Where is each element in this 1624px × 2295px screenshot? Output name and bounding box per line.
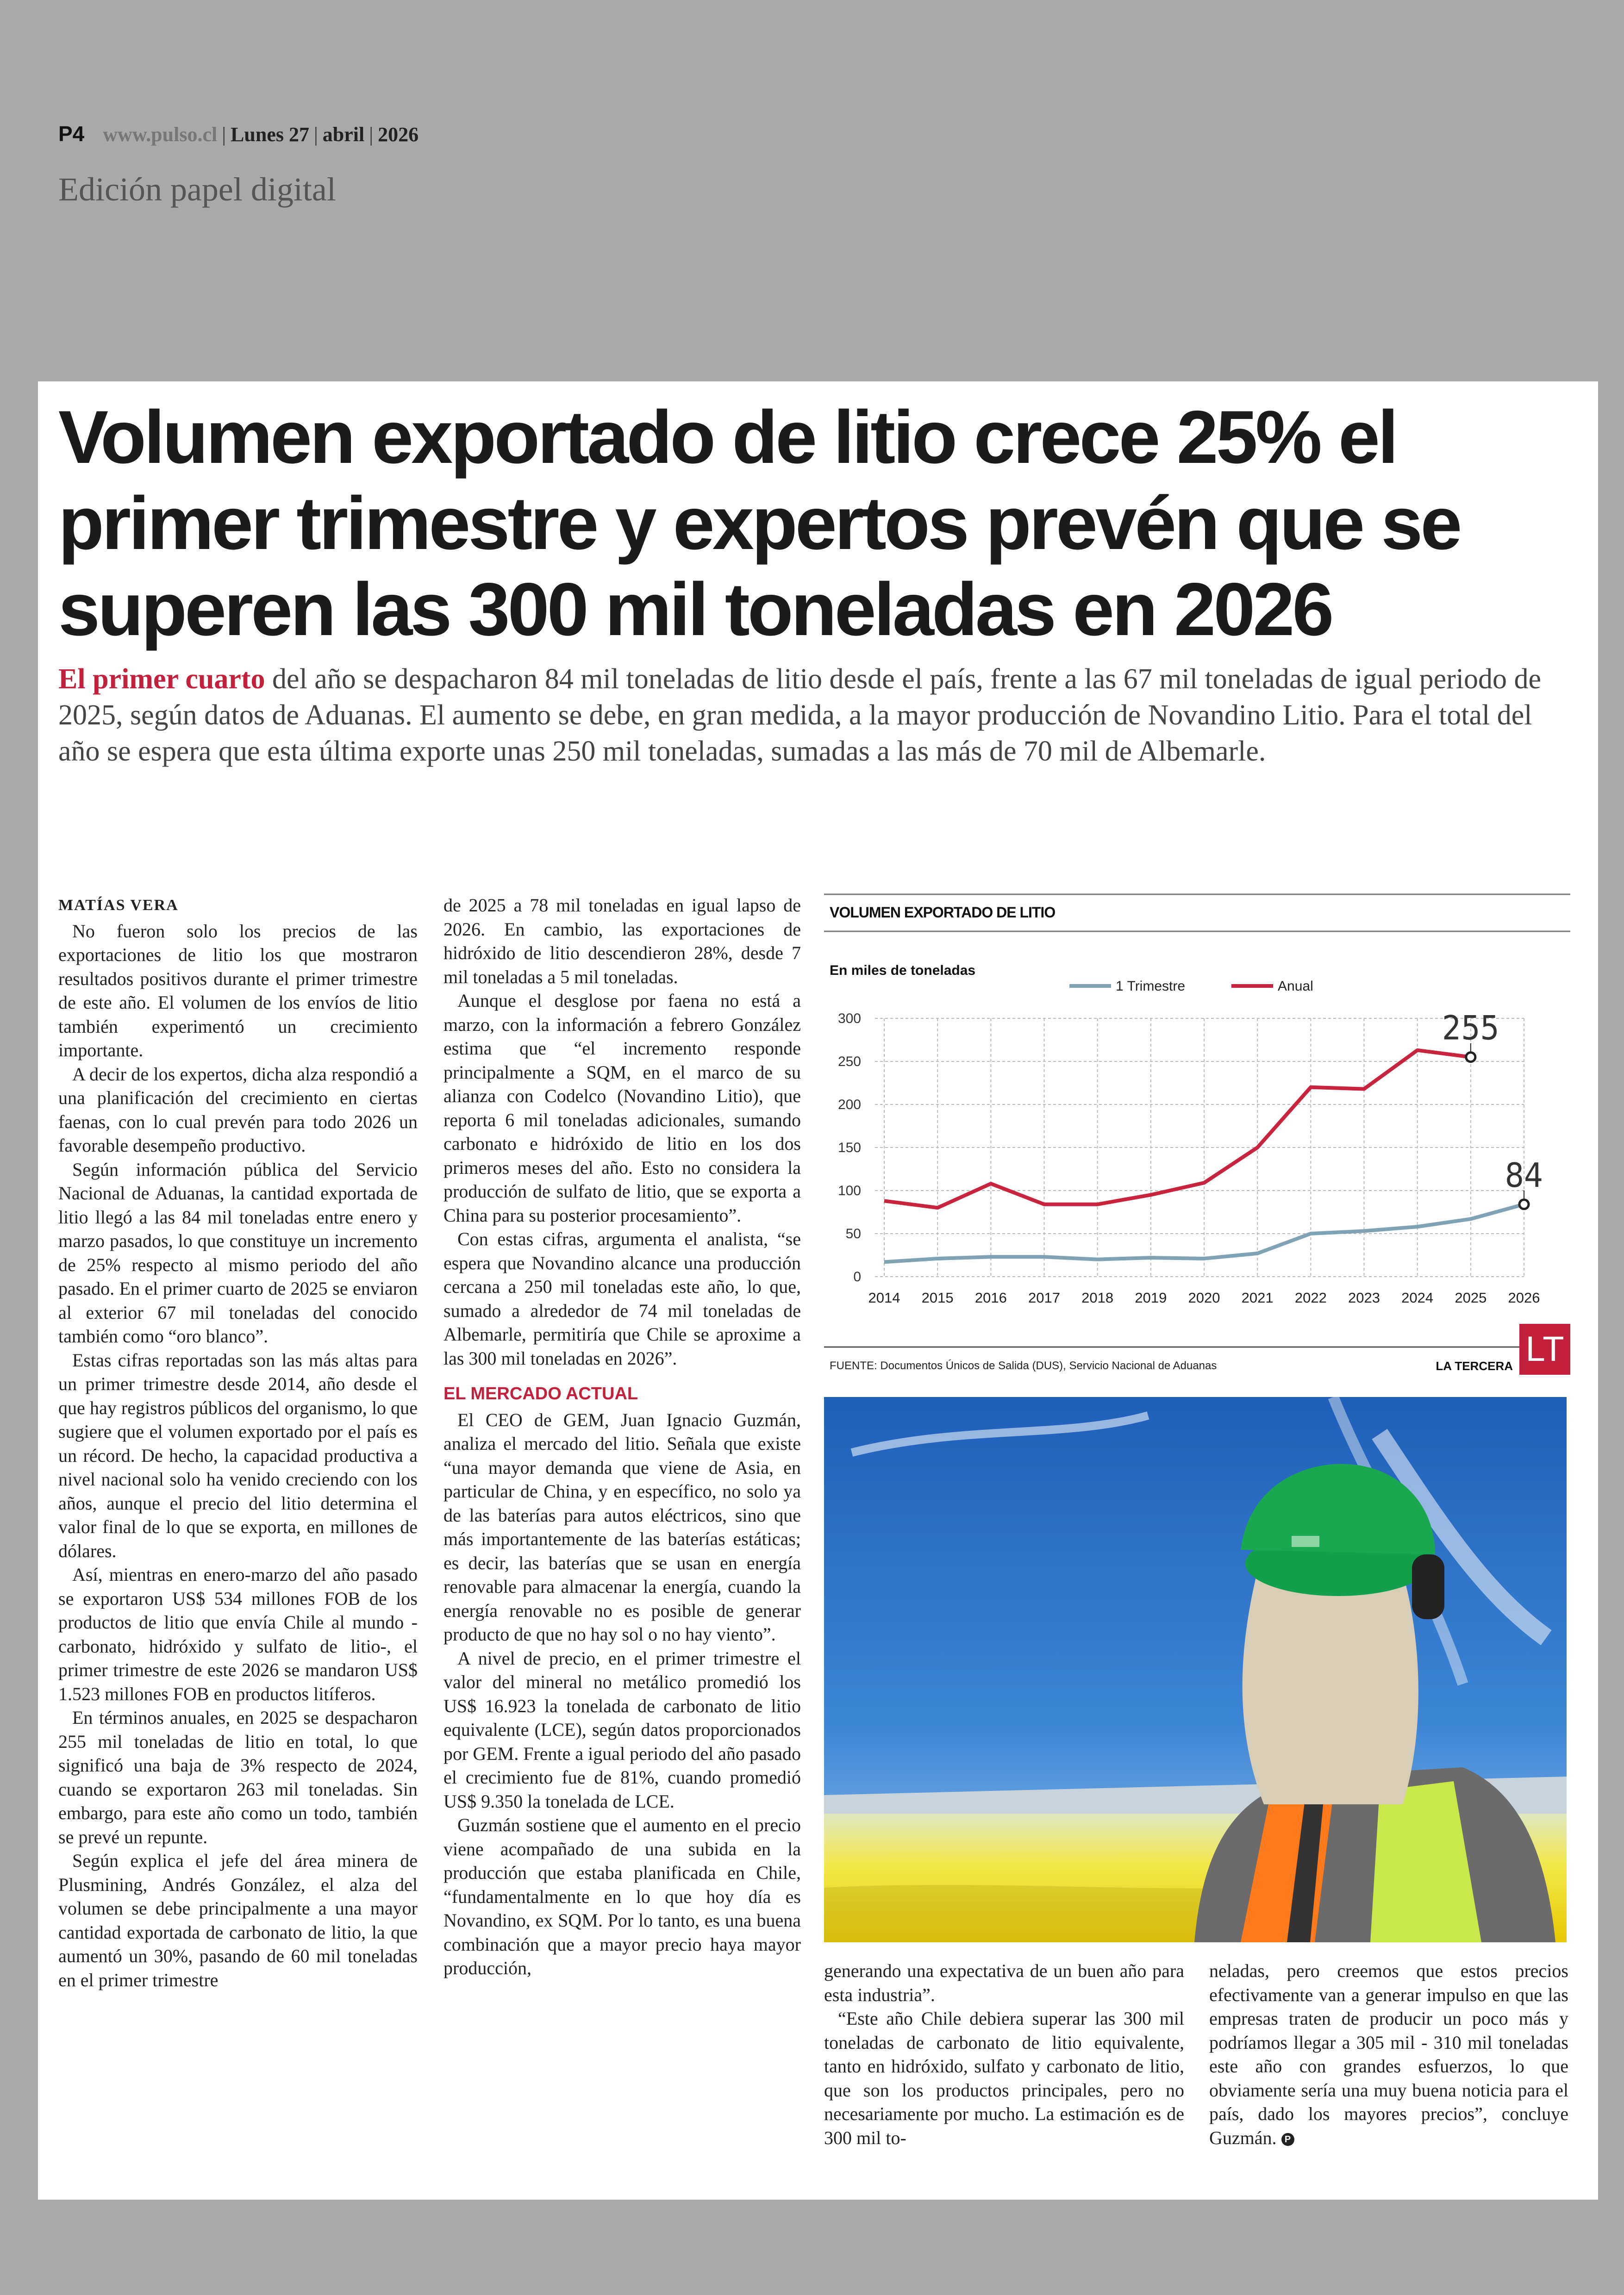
date-year: 2026 — [378, 123, 419, 146]
paragraph: A nivel de precio, en el primer trimestre el valor del mineral no metálico promedió los US$ 16.923 la tonelada de carbonato de litio equivalente (LCE), según datos proporcionados por GEM. Frente a igual periodo del año pasado el crecimiento fue de 81%, cuando promedió US$ 9.350 la tonelada de LCE. — [443, 1647, 801, 1812]
x-tick-label: 2017 — [1028, 1290, 1060, 1306]
paragraph: El CEO de GEM, Juan Ignacio Guzmán, analiza el mercado del litio. Señala que existe “una mayor demanda que viene de Asia, en particular de China, y en específico, no solo ya de las baterías para autos eléctricos, sino que más importantemente de las baterías estáticas; es decir, las baterías que se usan en energía renovable para almacenar la energía, cuando la energía renovable no es posible de generar producto de que no hay sol o no hay viento”. — [443, 1409, 801, 1645]
article-column-1 — [58, 893, 418, 1992]
y-tick-label: 0 — [853, 1269, 861, 1285]
deck-text: del año se despacharon 84 mil toneladas de litio desde el país, frente a las 67 mil toneladas de igual periodo de 2025, según datos de Aduanas. El aumento se debe, en gran medida, a la mayor producción de Novandino Litio. Para el total del año se espera que esta última exporte unas 250 mil toneladas, sumadas a las más de 70 mil de Albemarle. — [58, 663, 1541, 767]
article-column-3 — [824, 1959, 1184, 2150]
y-tick-label: 200 — [837, 1097, 861, 1112]
deck-lead: El primer cuarto — [58, 663, 265, 695]
worker-photo — [824, 1397, 1567, 1942]
paragraph: “Este año Chile debiera superar las 300 mil toneladas de carbonato de litio equivalente, tanto en hidróxido, sulfato y carbonato de litio, que son los productos principales, pero no necesariamente por mucho. La estimación es de 300 mil to- — [824, 2008, 1184, 2148]
x-tick-label: 2024 — [1401, 1290, 1434, 1306]
series-line-anual — [884, 1050, 1471, 1208]
paragraph: Según información pública del Servicio Nacional de Aduanas, la cantidad exportada de litio llegó a las 84 mil toneladas entre enero y marzo pasados, lo que constituye un incremento de 25% respecto al mismo periodo del año pasado. En el primer cuarto de 2025 se enviaron al exterior 67 mil toneladas del conocido también como “oro blanco”. — [58, 1159, 418, 1347]
paragraph: de 2025 a 78 mil toneladas en igual lapso de 2026. En cambio, las exportaciones de hidróxido de litio descendieron 28%, desde 7 mil toneladas a 5 mil toneladas. — [443, 895, 801, 987]
annotation-label: 84 — [1505, 1155, 1543, 1195]
page-number: P4 — [58, 122, 85, 146]
x-tick-label: 2016 — [974, 1290, 1007, 1306]
legend-label-trimestre: 1 Trimestre — [1116, 979, 1186, 994]
paragraph: Con estas cifras, argumenta el analista, “se espera que Novandino alcance una producción cercana a 250 mil toneladas este año, lo que, sumado a alrededor de 74 mil toneladas de Albemarle, permitiría que Chile se aproxime a las 300 mil toneladas en 2026”. — [443, 1229, 801, 1369]
x-tick-label: 2025 — [1455, 1290, 1487, 1306]
x-tick-label: 2021 — [1241, 1290, 1274, 1306]
paragraph: A decir de los expertos, dicha alza respondió a una planificación del crecimiento en ciertas faenas, con lo cual prevén para todo 2026 un favorable desempeño productivo. — [58, 1063, 418, 1156]
article-column-4 — [1209, 1959, 1568, 2150]
annotation-label: 255 — [1442, 1008, 1499, 1048]
section-subhead: EL MERCADO ACTUAL — [443, 1384, 638, 1403]
chart-credit: LA TERCERA — [1436, 1359, 1513, 1373]
lt-logo-text: LT — [1525, 1329, 1564, 1369]
paragraph: No fueron solo los precios de las exportaciones de litio los que mostraron resultados positivos durante el primer trimestre de este año. El volumen de los envíos de litio también experimentó un crecimiento importante. — [58, 920, 418, 1060]
date-month: abril — [322, 123, 365, 146]
y-tick-label: 300 — [837, 1011, 861, 1026]
chart-source: FUENTE: Documentos Únicos de Salida (DUS), Servicio Nacional de Aduanas — [830, 1360, 1217, 1372]
paragraph: neladas, pero creemos que estos precios efectivamente van a generar impulso en que las empresas traten de producir un poco más y podríamos llegar a 305 mil - 310 mil toneladas este año con grandes esfuerzos, lo que obviamente sería una muy buena noticia para el país, dado los mayores precios”, concluye Guzmán. — [1209, 1960, 1568, 2148]
x-tick-label: 2019 — [1135, 1290, 1167, 1306]
paragraph: Estas cifras reportadas son las más altas para un primer trimestre desde 2014, año desde el que hay registros públicos del organismo, lo que sugiere que el volumen exportado por el país es un récord. De hecho, la capacidad productiva a nivel nacional solo ha venido creciendo con los años, aunque el precio del litio determina el valor final de lo que se exporta, en millones de dólares. — [58, 1349, 418, 1561]
legend-label-anual: Anual — [1278, 979, 1313, 994]
paragraph: Guzmán sostiene que el aumento en el precio viene acompañado de una subida en la producción que estaba planificada en Chile, “fundamentalmente en lo que hoy día es Novandino, ex SQM. Por lo tanto, es una buena combinación que a mayor precio haya mayor producción, — [443, 1815, 801, 1978]
annotation-point — [1466, 1053, 1475, 1062]
website[interactable]: www.pulso.cl — [103, 123, 218, 146]
deck — [58, 661, 1577, 769]
y-tick-label: 100 — [837, 1183, 861, 1198]
date-day: Lunes 27 — [231, 123, 309, 146]
y-tick-label: 150 — [837, 1140, 861, 1155]
y-tick-label: 50 — [845, 1226, 861, 1241]
headline: Volumen exportado de litio crece 25% el primer trimestre y expertos prevén que se superen las 300 mil toneladas en 2026 — [58, 395, 1460, 651]
paragraph: Así, mientras en enero-marzo del año pasado se exportaron US$ 534 millones FOB de los productos de litio que envía Chile al mundo -carbonato, hidróxido y sulfato de litio-, el primer trimestre de este 2026 se mandaron US$ 1.523 millones FOB en productos litíferos. — [58, 1564, 418, 1704]
edition-label: Edición papel digital — [58, 171, 336, 208]
x-tick-label: 2015 — [921, 1290, 954, 1306]
chart-y-unit: En miles de toneladas — [830, 963, 976, 978]
paragraph: generando una expectativa de un buen año para esta industria”. — [824, 1960, 1184, 2005]
x-tick-label: 2020 — [1188, 1290, 1220, 1306]
paragraph: Aunque el desglose por faena no está a marzo, con la información a febrero González estima que “el incremento responde principalmente a SQM, en el marco de su alianza con Codelco (Novandino Litio), que reporta 6 mil toneladas adicionales, sumando carbonato e hidróxido de litio en los dos primeros meses del año. Esto no considera la producción de sulfato de litio, que se exporta a China para su posterior procesamiento”. — [443, 990, 801, 1226]
x-tick-label: 2023 — [1348, 1290, 1380, 1306]
page-header: P4 www.pulso.cl | Lunes 27 | abril | 2026 — [58, 122, 419, 146]
x-tick-label: 2026 — [1508, 1290, 1540, 1306]
paragraph: Según explica el jefe del área minera de Plusmining, Andrés González, el alza del volumen se debe principalmente a una mayor cantidad exportada de carbonato de litio, la que aumentó un 30%, pasando de 60 mil toneladas en el primer trimestre — [58, 1850, 418, 1990]
lithium-export-chart — [824, 893, 1570, 1375]
x-tick-label: 2018 — [1081, 1290, 1114, 1306]
end-mark-icon: P — [1281, 2133, 1294, 2146]
annotation-point — [1519, 1200, 1529, 1209]
byline: MATÍAS VERA — [58, 897, 179, 914]
chart-title: VOLUMEN EXPORTADO DE LITIO — [830, 904, 1056, 921]
paragraph: En términos anuales, en 2025 se despacharon 255 mil toneladas de litio en total, lo que significó una baja de 3% respecto de 2024, cuando se exportaron 263 mil toneladas. Sin embargo, para este año como un todo, también se prevé un repunte. — [58, 1707, 418, 1847]
y-tick-label: 250 — [837, 1054, 861, 1069]
x-tick-label: 2022 — [1294, 1290, 1327, 1306]
article-column-2 — [443, 893, 801, 1980]
x-tick-label: 2014 — [868, 1290, 900, 1306]
